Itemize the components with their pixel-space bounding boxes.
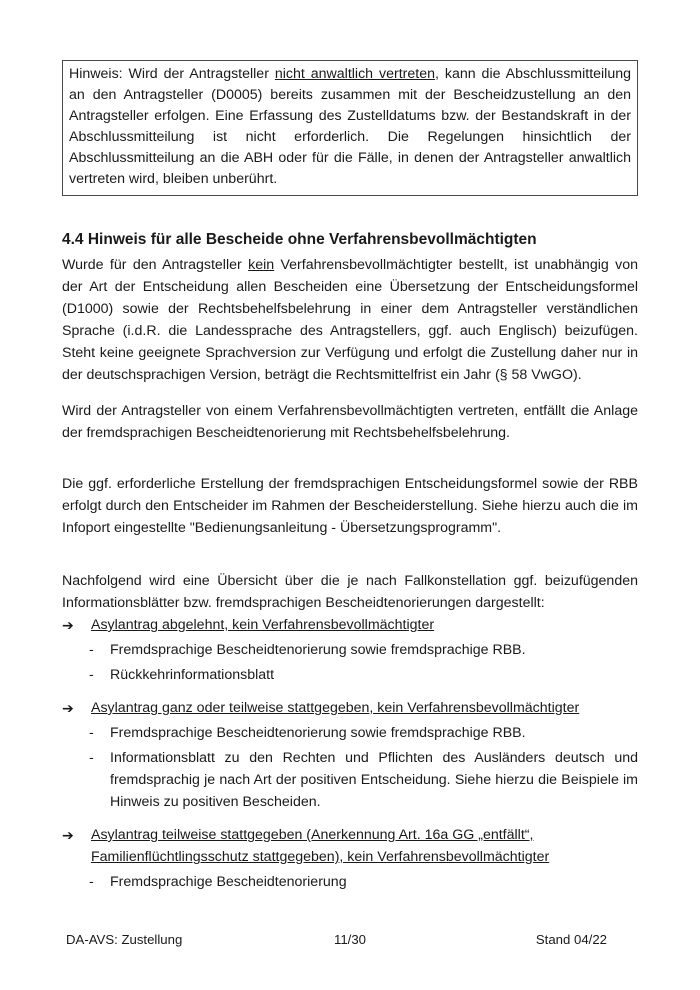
list-item-text: Rückkehrinformationsblatt: [110, 667, 275, 683]
section-heading: 4.4 Hinweis für alle Bescheide ohne Verfahrensbevollmächtigten: [62, 231, 537, 248]
bullet-block-granted: [62, 697, 638, 813]
notice-box: [62, 60, 638, 196]
text-segment: , kann die Abschlussmitteilung an den Antragsteller (D0005) bereits zusammen mit der Bescheidzustellung an den Antragsteller erfolgen. Eine Erfassung des Zustelldatums bzw. der Bestandskraft in der Abschlussmitteilung ist nicht erforderlich. Die Regelungen hinsichtlich der Abschlussmitteilung an die ABH oder für die Fälle, in denen der Antragsteller anwaltlich vertreten wird, bleiben unberührt.: [69, 66, 632, 187]
list-item: [62, 871, 638, 893]
arrow-bullet-icon: ➔: [62, 700, 74, 716]
document-content: [0, 60, 700, 893]
dash-marker: -: [89, 750, 94, 766]
underlined-text-segment: kein: [248, 257, 275, 273]
bullet-heading-row: [62, 614, 638, 636]
paragraph-rbb-creation: Die ggf. erforderliche Erstellung der fremdsprachigen Entscheidungsformel sowie der RBB erfolgt durch den Entscheider im Rahmen der Bescheiderstellung. Siehe hierzu auch die im Infoport eingestellte "Bedienungsanleitung - Übersetzungsprogramm".: [62, 476, 638, 536]
text-segment: Wurde für den Antragsteller: [62, 257, 249, 273]
dash-marker: -: [89, 667, 94, 683]
list-item-text: Fremdsprachige Bescheidtenorierung sowie fremdsprachige RBB.: [110, 725, 526, 741]
arrow-bullet-icon: ➔: [62, 617, 74, 633]
footer-version-date: Stand 04/22: [535, 932, 607, 947]
list-item: [62, 639, 638, 661]
bullet-heading-row: [62, 824, 638, 868]
dash-marker: -: [89, 642, 94, 658]
text-segment: Verfahrensbevollmächtigter bestellt, ist unabhängig von der Art der Entscheidung allen Bescheiden eine Übersetzung der Entscheidungsformel (D1000) sowie der Rechtsbehelfsbelehrung in einer dem Antragsteller verständlichen Sprache (i.d.R. die Landessprache des Antragstellers, ggf. auch Englisch) beizufügen. Steht keine geeignete Sprachversion zur Verfügung und erfolgt die Zustellung daher nur in der deutschsprachigen Version, beträgt die Rechtsmittelfrist ein Jahr (§ 58 VwGO).: [62, 257, 639, 383]
list-item-text: Fremdsprachige Bescheidtenorierung: [110, 874, 347, 890]
dash-marker: -: [89, 874, 94, 890]
list-item: [62, 722, 638, 744]
bullet-heading: Asylantrag ganz oder teilweise stattgegeben, kein Verfahrensbevollmächtigter: [91, 700, 580, 716]
footer-document-title: DA-AVS: Zustellung: [66, 932, 183, 947]
bullet-heading: Asylantrag teilweise stattgegeben (Anerkennung Art. 16a GG „entfällt“, Familienflüchtlingsschutz stattgegeben), kein Verfahrensbevollmächtigter: [91, 827, 550, 865]
list-item: [62, 747, 638, 813]
bullet-heading: Asylantrag abgelehnt, kein Verfahrensbevollmächtigter: [91, 617, 435, 633]
bullet-block-partially-granted: [62, 824, 638, 893]
bullet-heading-row: [62, 697, 638, 719]
paragraph-represented-case: Wird der Antragsteller von einem Verfahrensbevollmächtigten vertreten, entfällt die Anlage der fremdsprachigen Bescheidtenorierung mit Rechtsbehelfsbelehrung.: [62, 403, 638, 441]
underlined-text-segment: nicht anwaltlich vertreten: [274, 66, 435, 82]
bullet-block-rejected: [62, 614, 638, 686]
list-item-text: Fremdsprachige Bescheidtenorierung sowie fremdsprachige RBB.: [110, 642, 526, 658]
dash-marker: -: [89, 725, 94, 741]
text-segment: Hinweis: Wird der Antragsteller: [69, 66, 275, 82]
arrow-bullet-icon: ➔: [62, 827, 74, 843]
paragraph-translation-requirement: [62, 254, 638, 386]
paragraph-overview-intro: Nachfolgend wird eine Übersicht über die je nach Fallkonstellation ggf. beizufügenden Informationsblätter bzw. fremdsprachigen Bescheidtenorierungen dargestellt:: [62, 573, 638, 611]
list-item-text: Informationsblatt zu den Rechten und Pflichten des Ausländers deutsch und fremdsprachig je nach Art der positiven Entscheidung. Siehe hierzu die Beispiele im Hinweis zu positiven Bescheiden.: [110, 750, 638, 810]
list-item: [62, 664, 638, 686]
footer-page-number: 11/30: [333, 932, 367, 947]
